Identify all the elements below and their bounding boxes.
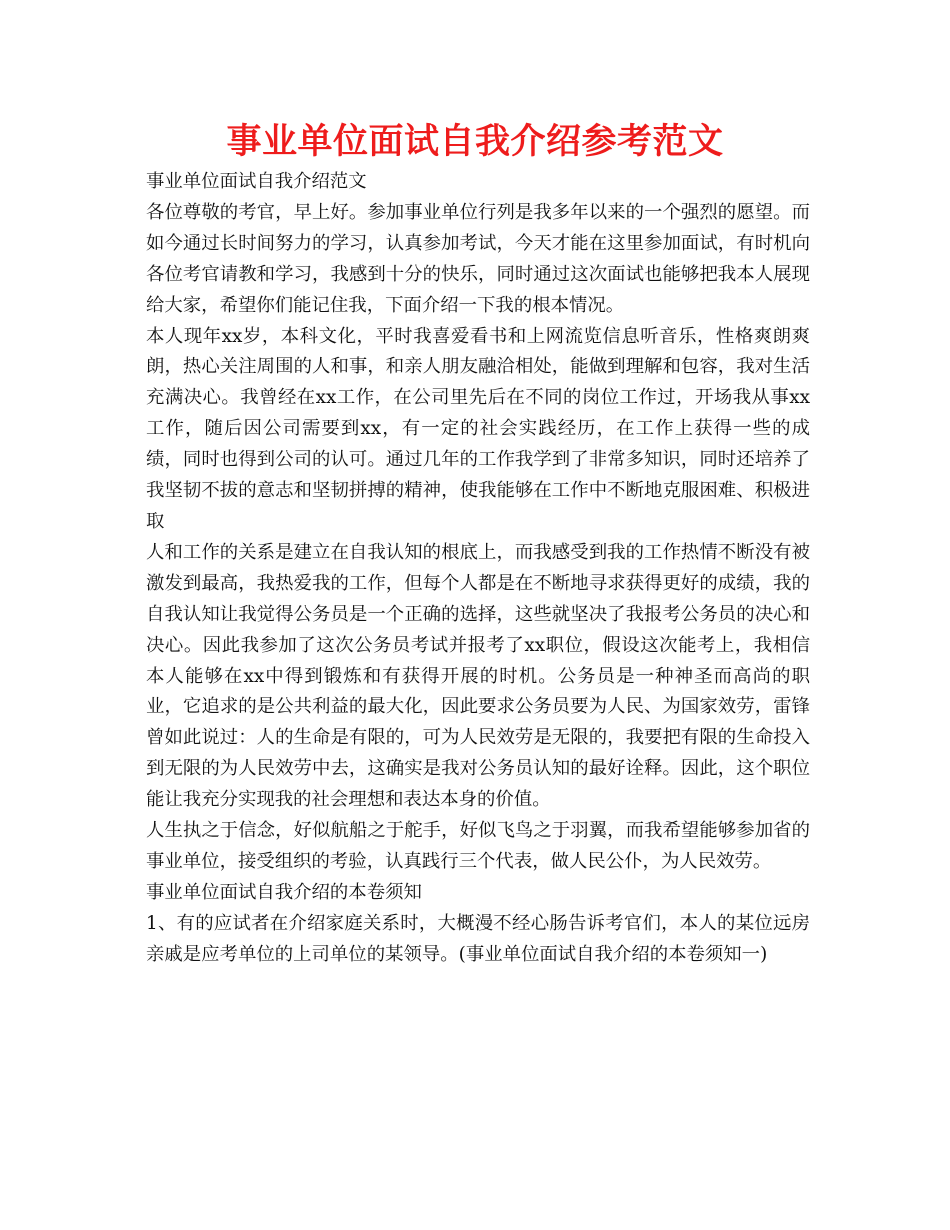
document-title: 事业单位面试自我介绍参考范文 — [226, 122, 724, 162]
document-body — [146, 167, 810, 971]
body-paragraph: 各位尊敬的考官，早上好。参加事业单位行列是我多年以来的一个强烈的愿望。而如今通过长时间努力的学习，认真参加考试，今天才能在这里参加面试，有时机向各位考官请教和学习，我感到十分的快乐，同时通过这次面试也能够把我本人展现给大家，希望你们能记住我，下面介绍一下我的根本情况。 — [146, 201, 810, 316]
body-paragraph: 人和工作的关系是建立在自我认知的根底上，而我感受到我的工作热情不断没有被激发到最高，我热爱我的工作，但每个人都是在不断地寻求获得更好的成绩，我的自我认知让我觉得公务员是一个正确的选择，这些就坚决了我报考公务员的决心和决心。因此我参加了这次公务员考试并报考了xx职位，假设这次能考上，我相信本人能够在xx中得到锻炼和有获得开展的时机。公务员是一种神圣而高尚的职业，它追求的是公共利益的最大化，因此要求公务员要为人民、为国家效劳，雷锋曾如此说过：人的生命是有限的，可为人民效劳是无限的，我要把有限的生命投入到无限的为人民效劳中去，这确实是我对公务员认知的最好诠释。因此，这个职位能让我充分实现我的社会理想和表达本身的价值。 — [146, 541, 810, 811]
subtitle-paragraph: 事业单位面试自我介绍范文 — [146, 171, 367, 192]
body-paragraph: 1、有的应试者在介绍家庭关系时，大概漫不经心肠告诉考官们，本人的某位远房亲戚是应考单位的上司单位的某领导。(事业单位面试自我介绍的本卷须知一) — [146, 912, 810, 965]
section-heading: 事业单位面试自我介绍的本卷须知 — [146, 881, 422, 903]
body-paragraph: 本人现年xx岁，本科文化，平时我喜爱看书和上网流览信息听音乐，性格爽朗爽朗，热心关注周围的人和事，和亲人朋友融洽相处，能做到理解和包容，我对生活充满决心。我曾经在xx工作，在公司里先后在不同的岗位工作过，开场我从事xx工作，随后因公司需要到xx，有一定的社会实践经历，在工作上获得一些的成绩，同时也得到公司的认可。通过几年的工作我学到了非常多知识，同时还培养了我坚韧不拔的意志和坚韧拼搏的精神，使我能够在工作中不断地克服困难、积极进取 — [146, 325, 810, 532]
body-paragraph: 人生执之于信念，好似航船之于舵手，好似飞鸟之于羽翼，而我希望能够参加省的事业单位，接受组织的考验，认真践行三个代表，做人民公仆，为人民效劳。 — [146, 820, 810, 872]
